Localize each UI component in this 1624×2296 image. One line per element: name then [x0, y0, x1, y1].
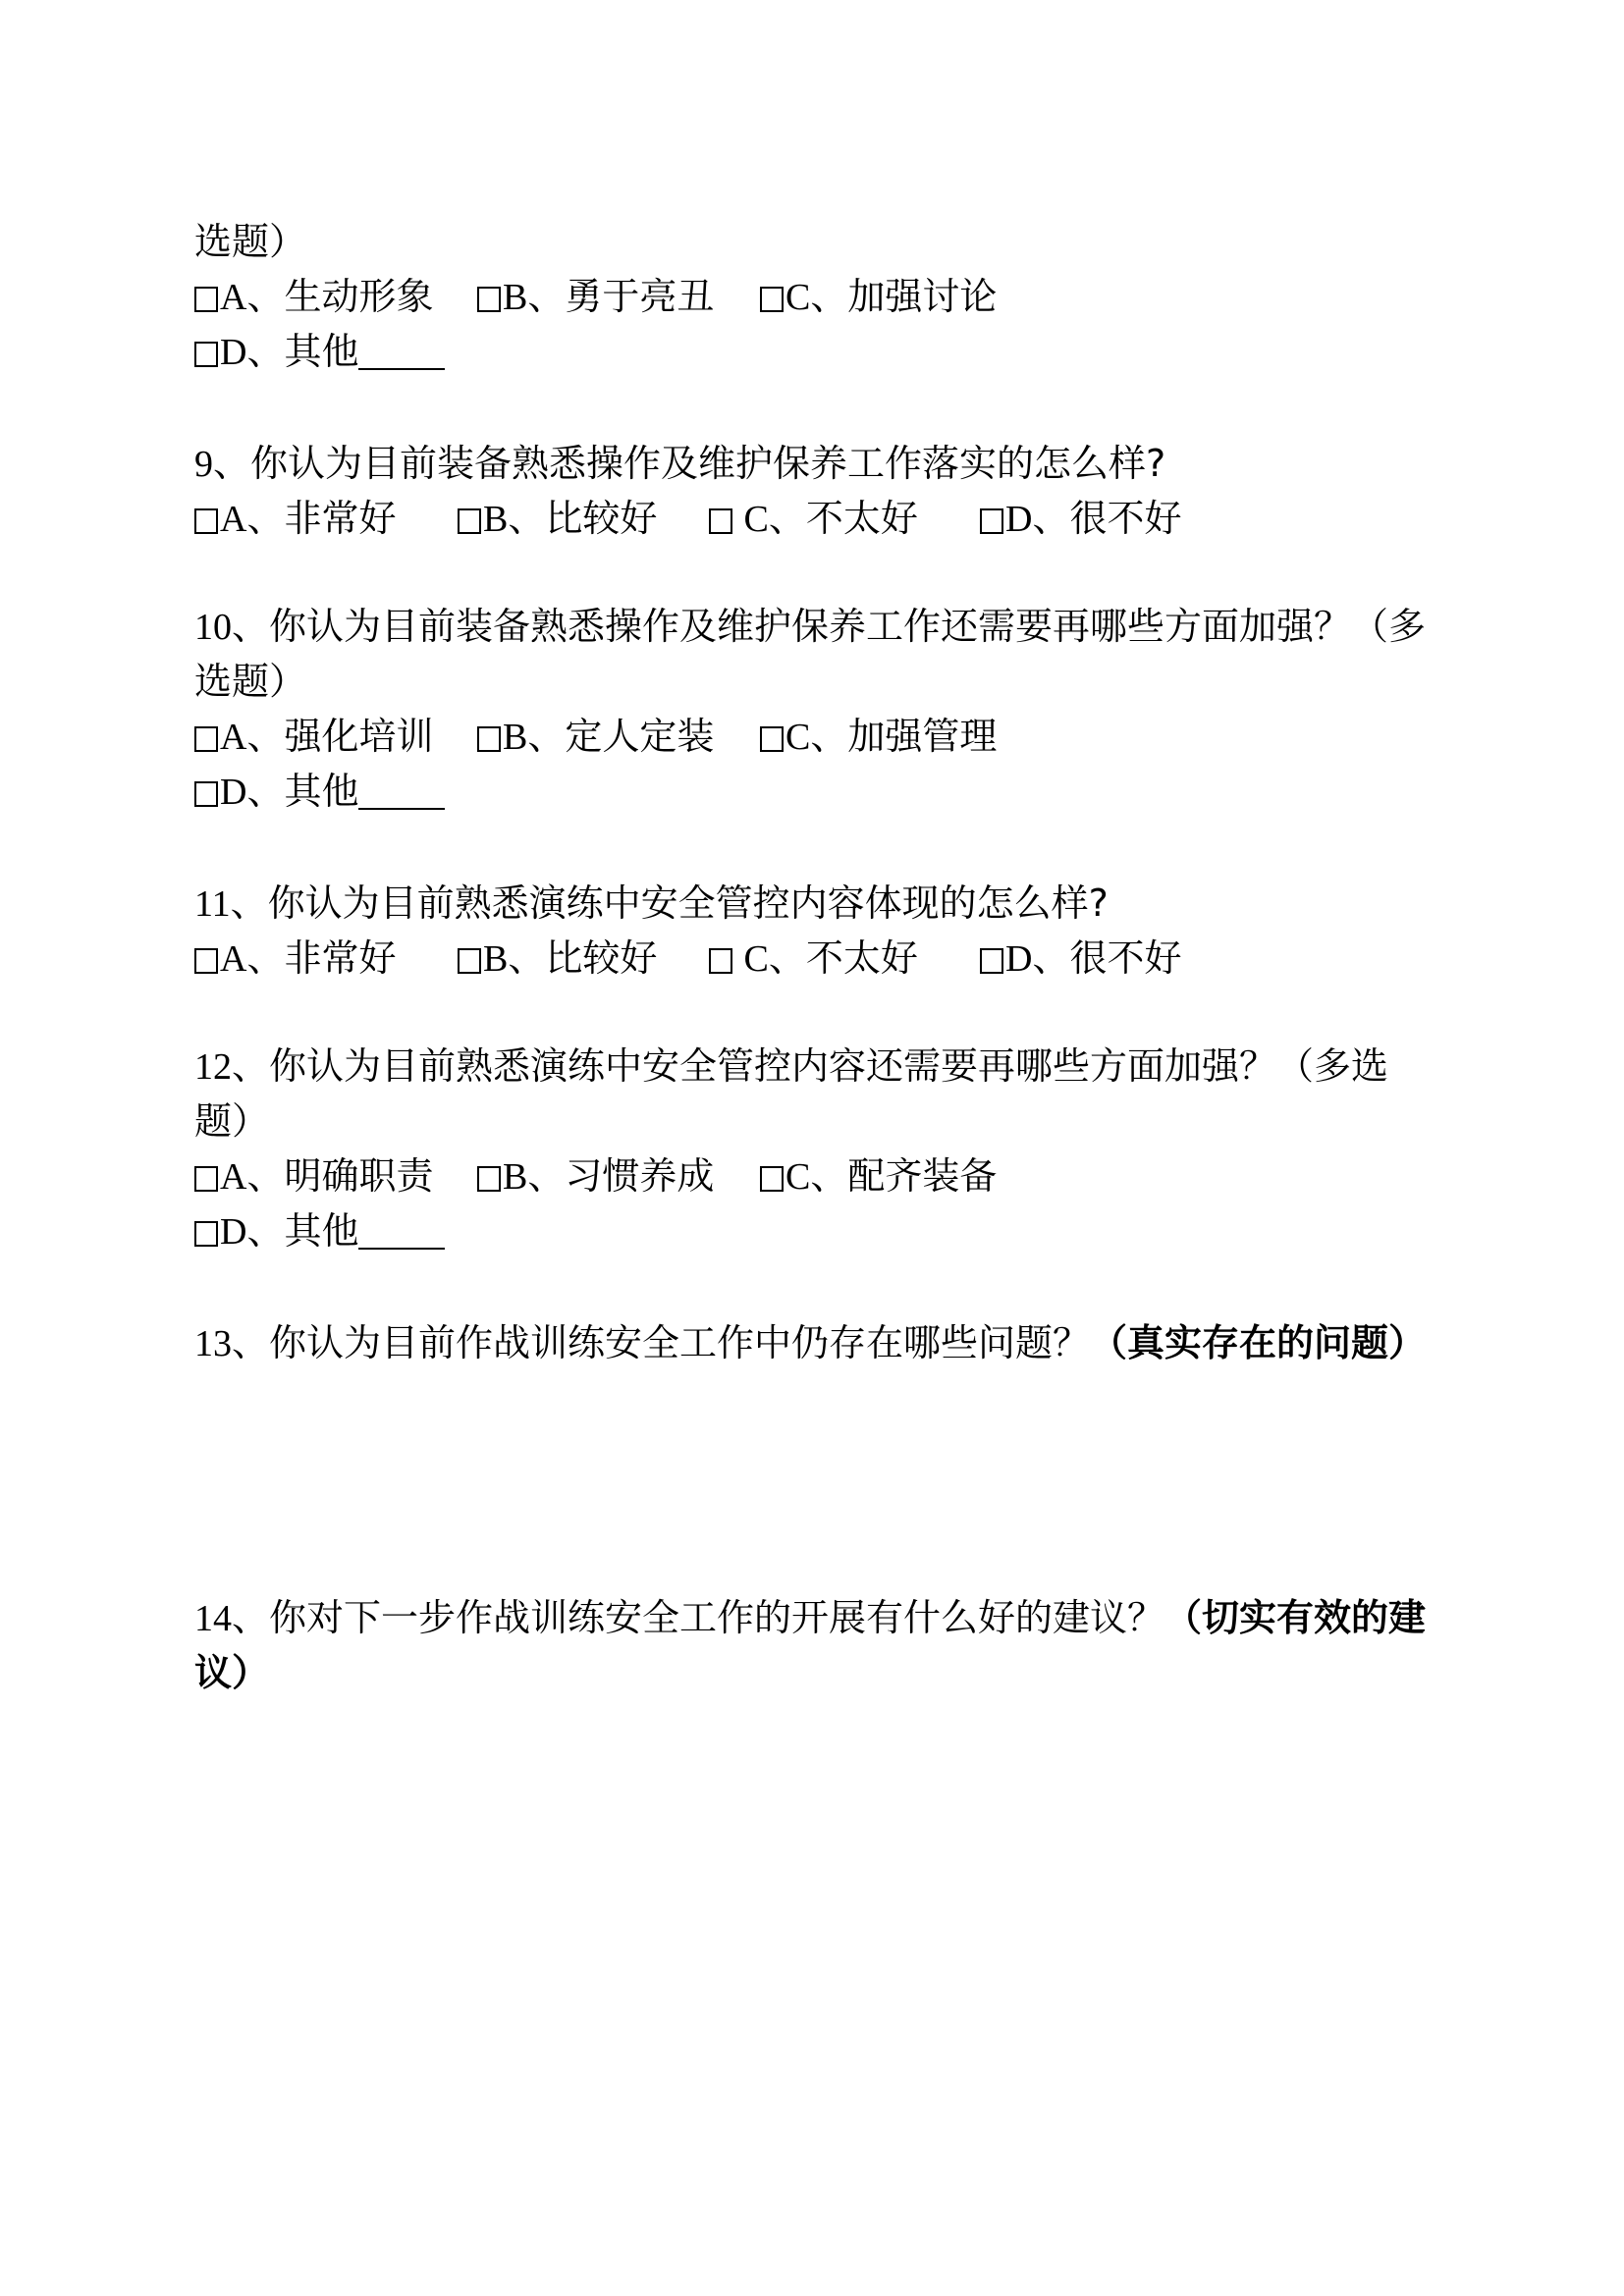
checkbox-icon[interactable]	[760, 1166, 784, 1192]
q14-emphasis: （切实有效的建	[1164, 1596, 1427, 1639]
checkbox-icon[interactable]	[709, 508, 732, 534]
q12-question: 12、你认为目前熟悉演练中安全管控内容还需要再哪些方面加强？（多选	[194, 1044, 1389, 1088]
checkbox-icon[interactable]	[194, 726, 218, 752]
q11-options	[194, 931, 1447, 987]
q11-option-b[interactable]: B、比较好	[458, 931, 709, 987]
checkbox-icon[interactable]	[980, 508, 1003, 534]
q8-text-cont: 选题）	[194, 220, 307, 263]
checkbox-icon[interactable]	[477, 1166, 501, 1192]
q8-options	[194, 269, 1447, 325]
q9-option-b[interactable]: B、比较好	[458, 491, 709, 547]
checkbox-icon[interactable]	[458, 948, 481, 974]
checkbox-icon[interactable]	[194, 948, 218, 974]
fill-blank[interactable]	[358, 329, 445, 370]
checkbox-icon[interactable]	[194, 342, 218, 367]
q12-option-c[interactable]: C、配齐装备	[760, 1148, 997, 1204]
q14-emphasis-cont: 议）	[194, 1651, 270, 1694]
checkbox-icon[interactable]	[709, 948, 732, 974]
checkbox-icon[interactable]	[477, 287, 501, 312]
q9-options	[194, 491, 1447, 547]
checkbox-icon[interactable]	[760, 287, 784, 312]
q9-option-c[interactable]: C、不太好	[709, 491, 980, 547]
q9-question: 9、你认为目前装备熟悉操作及维护保养工作落实的怎么样?	[194, 442, 1166, 485]
q10-option-a[interactable]: A、强化培训	[194, 709, 477, 765]
checkbox-icon[interactable]	[760, 726, 784, 752]
q14-question: 14、你对下一步作战训练安全工作的开展有什么好的建议？（切实有效的建	[194, 1596, 1427, 1639]
q8-option-c[interactable]: C、加强讨论	[760, 269, 997, 325]
q11-option-a[interactable]: A、非常好	[194, 931, 458, 987]
checkbox-icon[interactable]	[477, 726, 501, 752]
checkbox-icon[interactable]	[458, 508, 481, 534]
q13-emphasis: （真实存在的问题）	[1090, 1321, 1427, 1364]
q11-option-c[interactable]: C、不太好	[709, 931, 980, 987]
q9-option-a[interactable]: A、非常好	[194, 491, 458, 547]
checkbox-icon[interactable]	[980, 948, 1003, 974]
checkbox-icon[interactable]	[194, 1166, 218, 1192]
checkbox-icon[interactable]	[194, 1221, 218, 1247]
q13-question: 13、你认为目前作战训练安全工作中仍存在哪些问题？（真实存在的问题）	[194, 1321, 1427, 1364]
q12-question-cont: 题）	[194, 1099, 270, 1143]
q10-question: 10、你认为目前装备熟悉操作及维护保养工作还需要再哪些方面加强？（多	[194, 605, 1427, 648]
checkbox-icon[interactable]	[194, 508, 218, 534]
q11-option-d[interactable]: D、很不好	[980, 931, 1181, 987]
q10-option-d[interactable]: D、其他	[194, 764, 1447, 820]
q12-options	[194, 1148, 1447, 1204]
q12-option-d[interactable]: D、其他	[194, 1203, 1447, 1259]
q10-option-c[interactable]: C、加强管理	[760, 709, 997, 765]
q9-option-d[interactable]: D、很不好	[980, 491, 1181, 547]
q8-option-b[interactable]: B、勇于亮丑	[477, 269, 760, 325]
fill-blank[interactable]	[358, 769, 445, 810]
q12-option-a[interactable]: A、明确职责	[194, 1148, 477, 1204]
fill-blank[interactable]	[358, 1208, 445, 1250]
q12-option-b[interactable]: B、习惯养成	[477, 1148, 760, 1204]
checkbox-icon[interactable]	[194, 781, 218, 807]
checkbox-icon[interactable]	[194, 287, 218, 312]
q10-option-b[interactable]: B、定人定装	[477, 709, 760, 765]
q10-options	[194, 709, 1447, 765]
q11-question: 11、你认为目前熟悉演练中安全管控内容体现的怎么样?	[194, 881, 1109, 925]
q8-option-a[interactable]: A、生动形象	[194, 269, 477, 325]
q10-question-cont: 选题）	[194, 660, 307, 703]
q8-option-d[interactable]: D、其他	[194, 324, 1447, 380]
